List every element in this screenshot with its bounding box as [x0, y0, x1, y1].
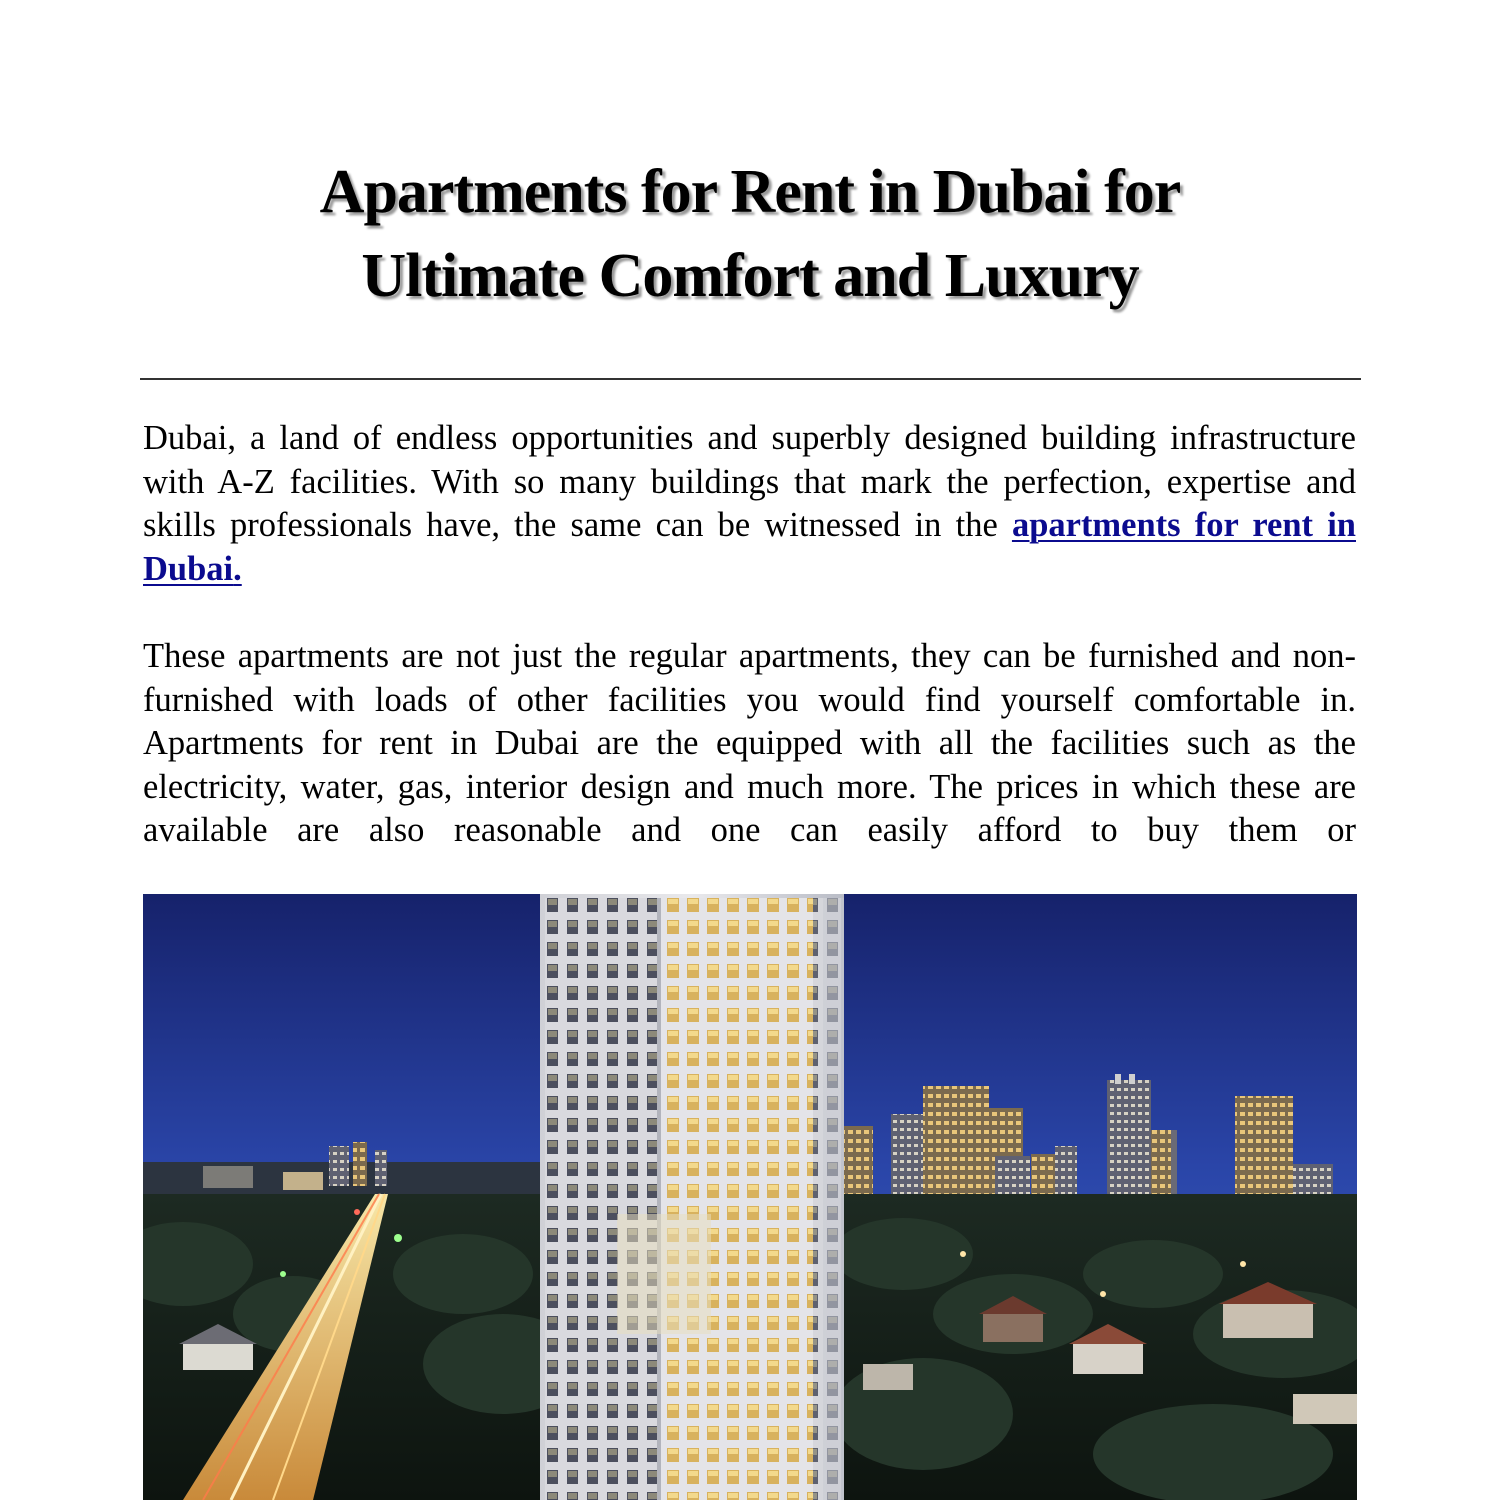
title-divider — [140, 378, 1361, 380]
residential-tower — [540, 894, 844, 1500]
paragraph-details: These apartments are not just the regular apartments, they can be furnished and non-furnished with loads of other facilities you would find yourself comfortable in. Apartments for rent in Dubai are the equipped with all the facilities such as the electricity, water, gas, interior design and much more. The prices in which these are available are also reasonable and one can easily afford to buy them or — [143, 637, 1356, 850]
city-night-photo — [143, 894, 1357, 1500]
document-title — [140, 150, 1360, 318]
apartments-link[interactable]: apartments for rent in Dubai — [143, 506, 1356, 588]
title-line-2: Ultimate Comfort and Luxury — [361, 242, 1139, 310]
paragraph-intro-text: Dubai, a land of endless opportunities and superbly designed building infrastructure with A-Z facilities. With so many buildings that mark the perfection, expertise and skills professionals have, the same can be witnessed in the — [143, 419, 1356, 545]
title-line-1: Apartments for Rent in Dubai for — [319, 158, 1181, 226]
link-period: . — [233, 549, 242, 588]
paragraph-intro — [143, 417, 1356, 591]
